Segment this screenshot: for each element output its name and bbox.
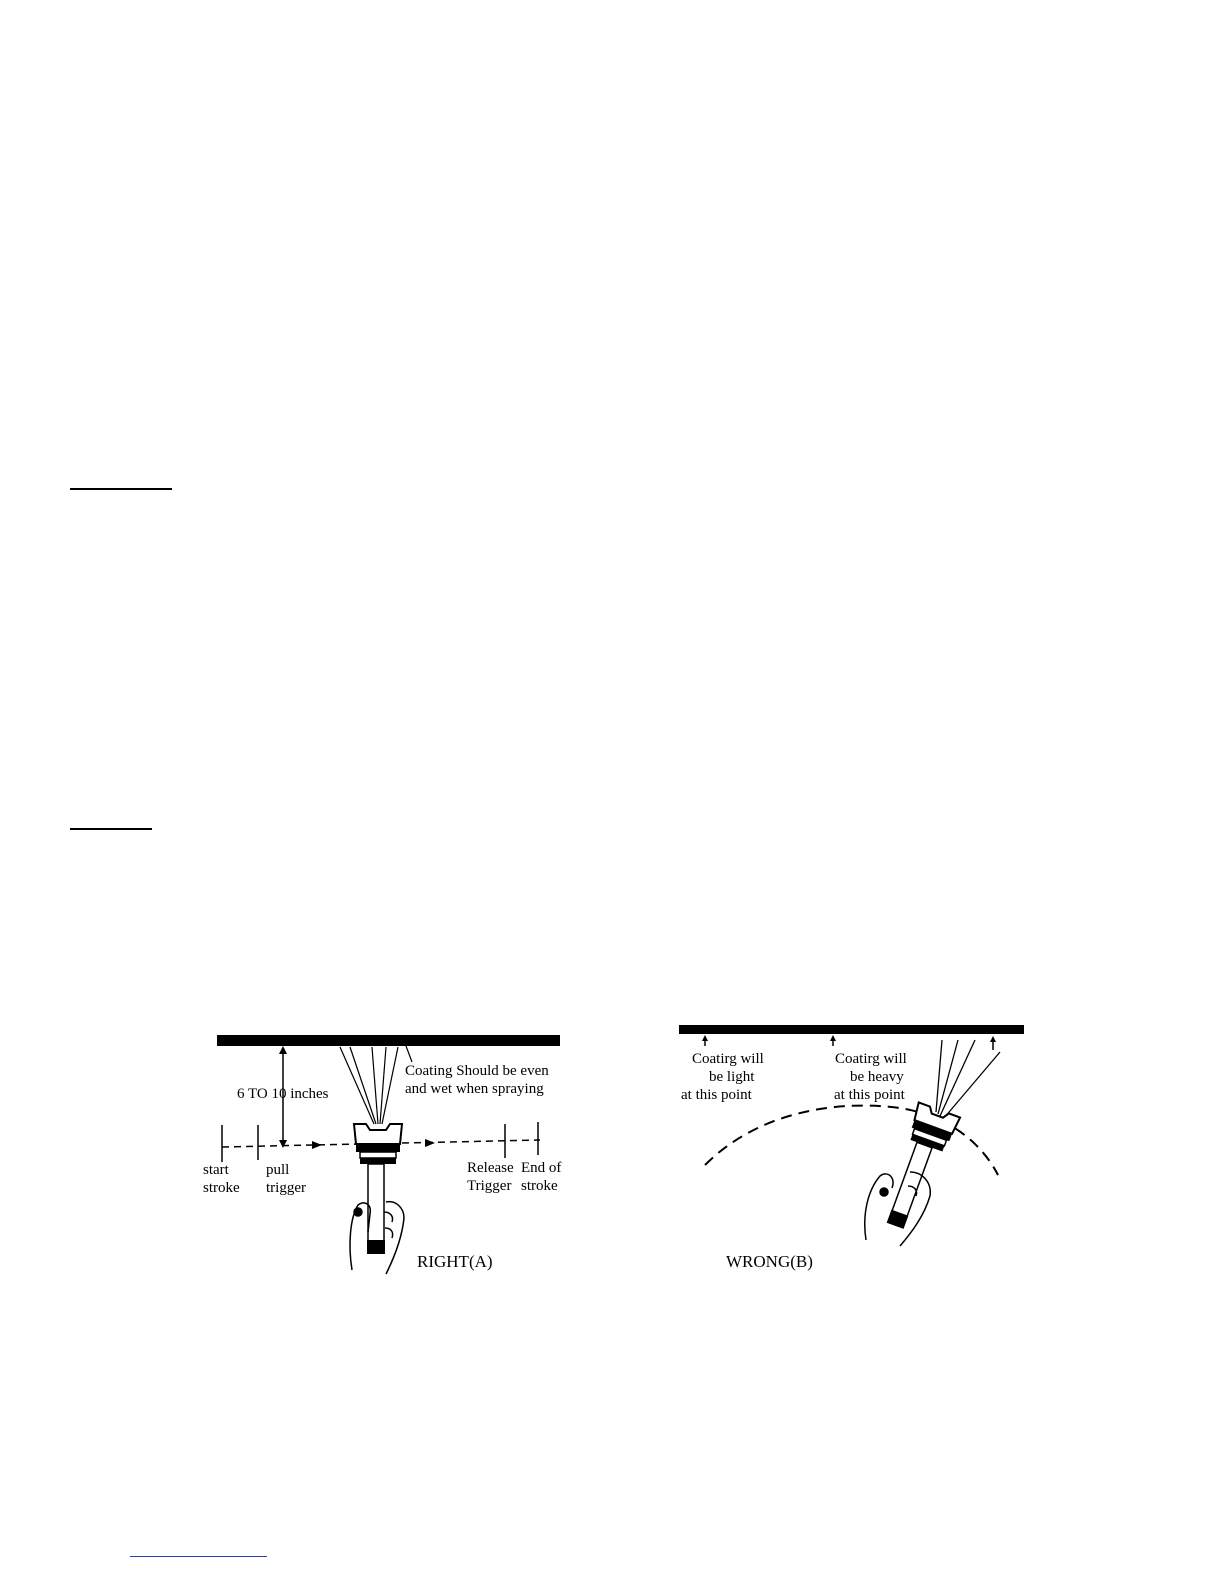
distance-label: 6 TO 10 inches [237, 1086, 329, 1102]
spray-gun-icon [354, 1124, 402, 1254]
caption-wrong-b: WRONG(B) [726, 1252, 813, 1271]
heavy-note-2: be heavy [850, 1069, 904, 1085]
caption-right-a: RIGHT(A) [417, 1252, 493, 1271]
spray-fan [340, 1047, 398, 1124]
start-label-1: start [203, 1162, 229, 1178]
pull-label-1: pull [266, 1162, 290, 1178]
coating-note-line1: Coating Should be even [405, 1063, 549, 1079]
end-label-2: stroke [521, 1178, 558, 1194]
target-surface-bar-wrong [679, 1025, 1024, 1034]
spray-fan-wrong [936, 1040, 1000, 1118]
release-label-1: Release [467, 1160, 514, 1176]
release-label-2: Trigger [467, 1178, 512, 1194]
diagram-right-a [203, 1035, 561, 1274]
heavy-note-1: Coatirg will [835, 1051, 907, 1067]
coating-note-line2: and wet when spraying [405, 1081, 544, 1097]
light-note-2: be light [709, 1069, 755, 1085]
end-label-1: End of [521, 1160, 562, 1176]
start-label-2: stroke [203, 1180, 240, 1196]
spray-gun-icon-wrong [876, 1102, 960, 1234]
diagram-wrong-b [679, 1025, 1024, 1271]
light-note-1: Coatirg will [692, 1051, 764, 1067]
light-note-3: at this point [681, 1087, 752, 1103]
heavy-note-3: at this point [834, 1087, 905, 1103]
pull-label-2: trigger [266, 1180, 306, 1196]
target-surface-bar [217, 1035, 560, 1046]
